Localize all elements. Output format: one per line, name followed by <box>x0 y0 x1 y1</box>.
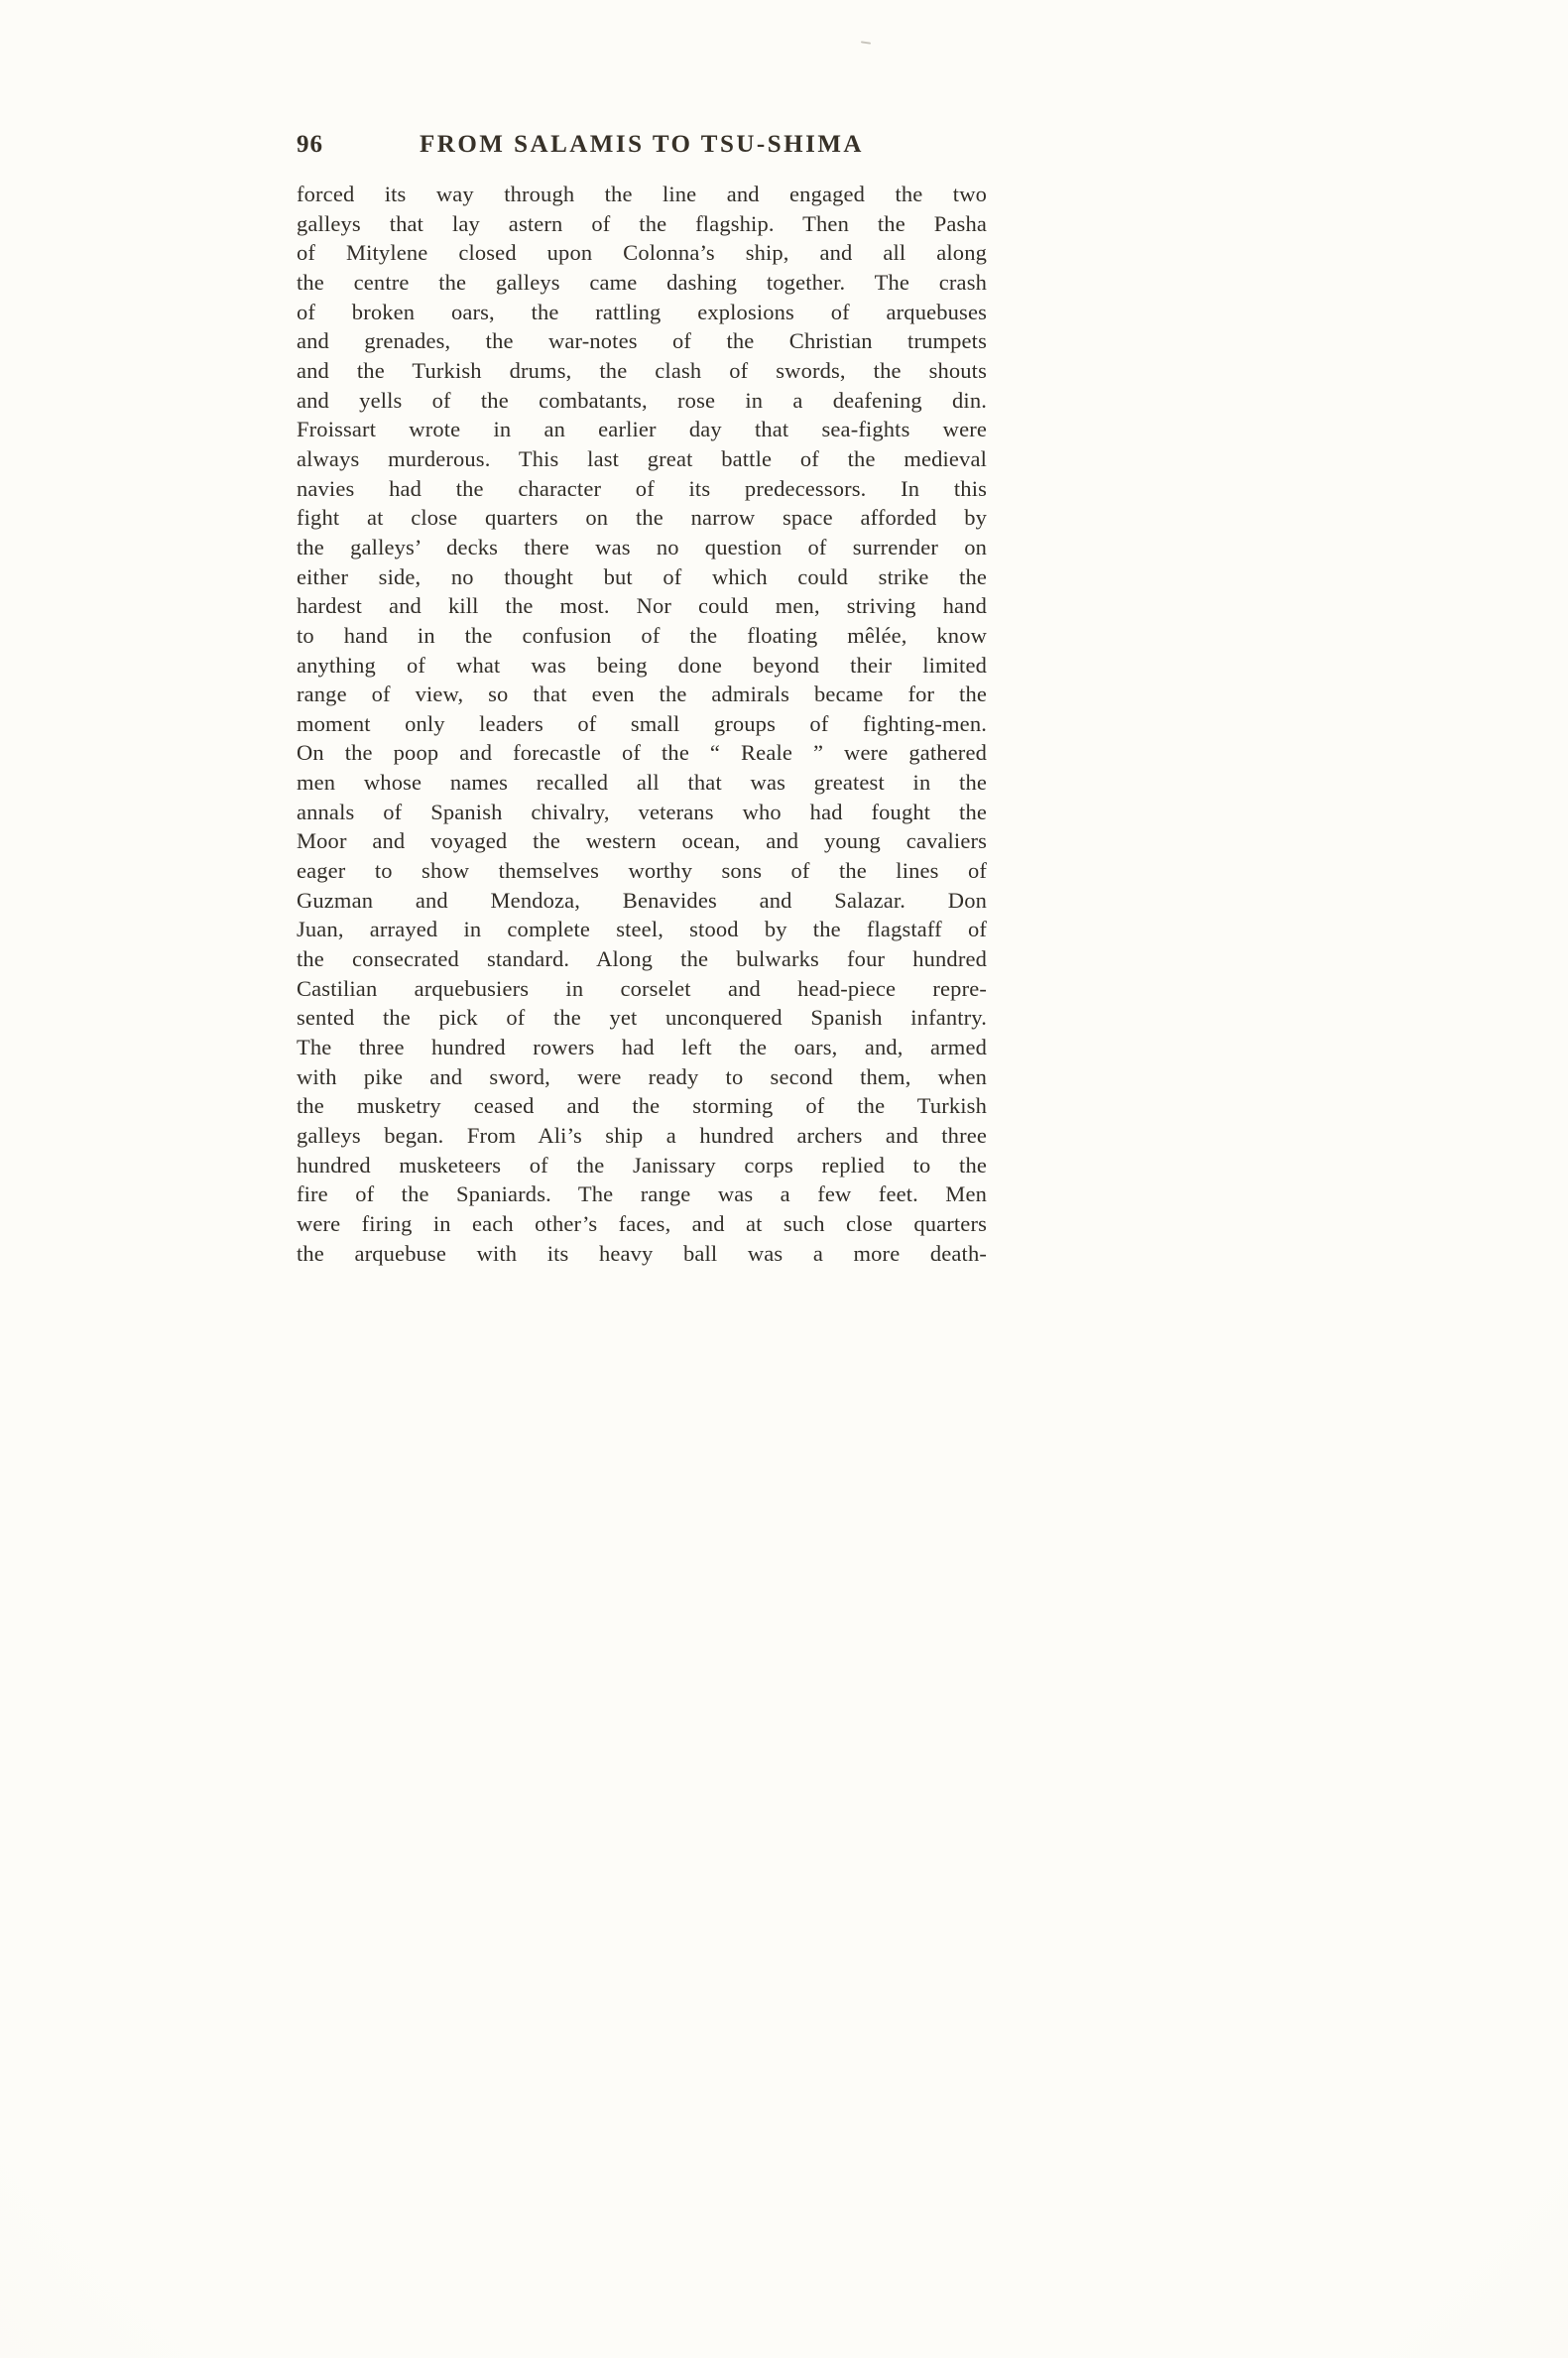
text-line: navies had the character of its predecessors. In this <box>297 475 987 501</box>
text-line: and the Turkish drums, the clash of swords, the shouts <box>297 357 987 383</box>
text-line: the galleys’ decks there was no question of surrender on <box>297 534 987 559</box>
page-number: 96 <box>297 131 323 158</box>
text-line: and yells of the combatants, rose in a deafening din. <box>297 387 987 413</box>
text-line: anything of what was being done beyond their limited <box>297 652 987 678</box>
text-line: and grenades, the war-notes of the Christian trumpets <box>297 328 987 354</box>
text-line: Castilian arquebusiers in corselet and head-piece repre- <box>297 975 987 1001</box>
text-line: galleys began. From Ali’s ship a hundred archers and three <box>297 1123 987 1148</box>
text-line: hundred musketeers of the Janissary corps replied to the <box>297 1152 987 1178</box>
page-header <box>297 131 987 163</box>
text-line: Juan, arrayed in complete steel, stood by the flagstaff of <box>297 917 987 942</box>
text-line: with pike and sword, were ready to second them, when <box>297 1063 987 1089</box>
text-line: moment only leaders of small groups of fighting-men. <box>297 710 987 736</box>
text-line: Moor and voyaged the western ocean, and young cavaliers <box>297 828 987 854</box>
text-line: the consecrated standard. Along the bulwarks four hundred <box>297 946 987 972</box>
text-line: either side, no thought but of which could strike the <box>297 563 987 589</box>
text-line: men whose names recalled all that was greatest in the <box>297 770 987 796</box>
text-line: Guzman and Mendoza, Benavides and Salazar. Don <box>297 887 987 913</box>
page-title: FROM SALAMIS TO TSU-SHIMA <box>420 131 864 158</box>
text-line: fight at close quarters on the narrow space afforded by <box>297 505 987 531</box>
text-line: galleys that lay astern of the flagship. Then the Pasha <box>297 210 987 236</box>
text-line: Froissart wrote in an earlier day that sea-fights were <box>297 417 987 442</box>
text-line: were firing in each other’s faces, and at such close quarters <box>297 1210 987 1236</box>
text-line: sented the pick of the yet unconquered Spanish infantry. <box>297 1005 987 1031</box>
text-line: the centre the galleys came dashing together. The crash <box>297 269 987 295</box>
text-line: hardest and kill the most. Nor could men, striving hand <box>297 593 987 619</box>
text-line: On the poop and forecastle of the “ Reale ” were gathered <box>297 740 987 766</box>
text-line: forced its way through the line and engaged the two <box>297 182 987 206</box>
text-line: the arquebuse with its heavy ball was a more death- <box>297 1240 987 1266</box>
text-line: range of view, so that even the admirals became for the <box>297 682 987 707</box>
text-line: The three hundred rowers had left the oars, and, armed <box>297 1035 987 1060</box>
text-line: eager to show themselves worthy sons of the lines of <box>297 858 987 884</box>
text-line: to hand in the confusion of the floating mêlée, know <box>297 622 987 648</box>
text-line: fire of the Spaniards. The range was a few feet. Men <box>297 1181 987 1207</box>
text-line: always murderous. This last great battle of the medieval <box>297 445 987 471</box>
text-line: of Mitylene closed upon Colonna’s ship, and all along <box>297 240 987 266</box>
text-line: annals of Spanish chivalry, veterans who had fought the <box>297 799 987 824</box>
text-line: of broken oars, the rattling explosions of arquebuses <box>297 299 987 324</box>
scan-artifact <box>861 41 871 44</box>
text-line: the musketry ceased and the storming of the Turkish <box>297 1093 987 1119</box>
body-text <box>297 180 987 1268</box>
